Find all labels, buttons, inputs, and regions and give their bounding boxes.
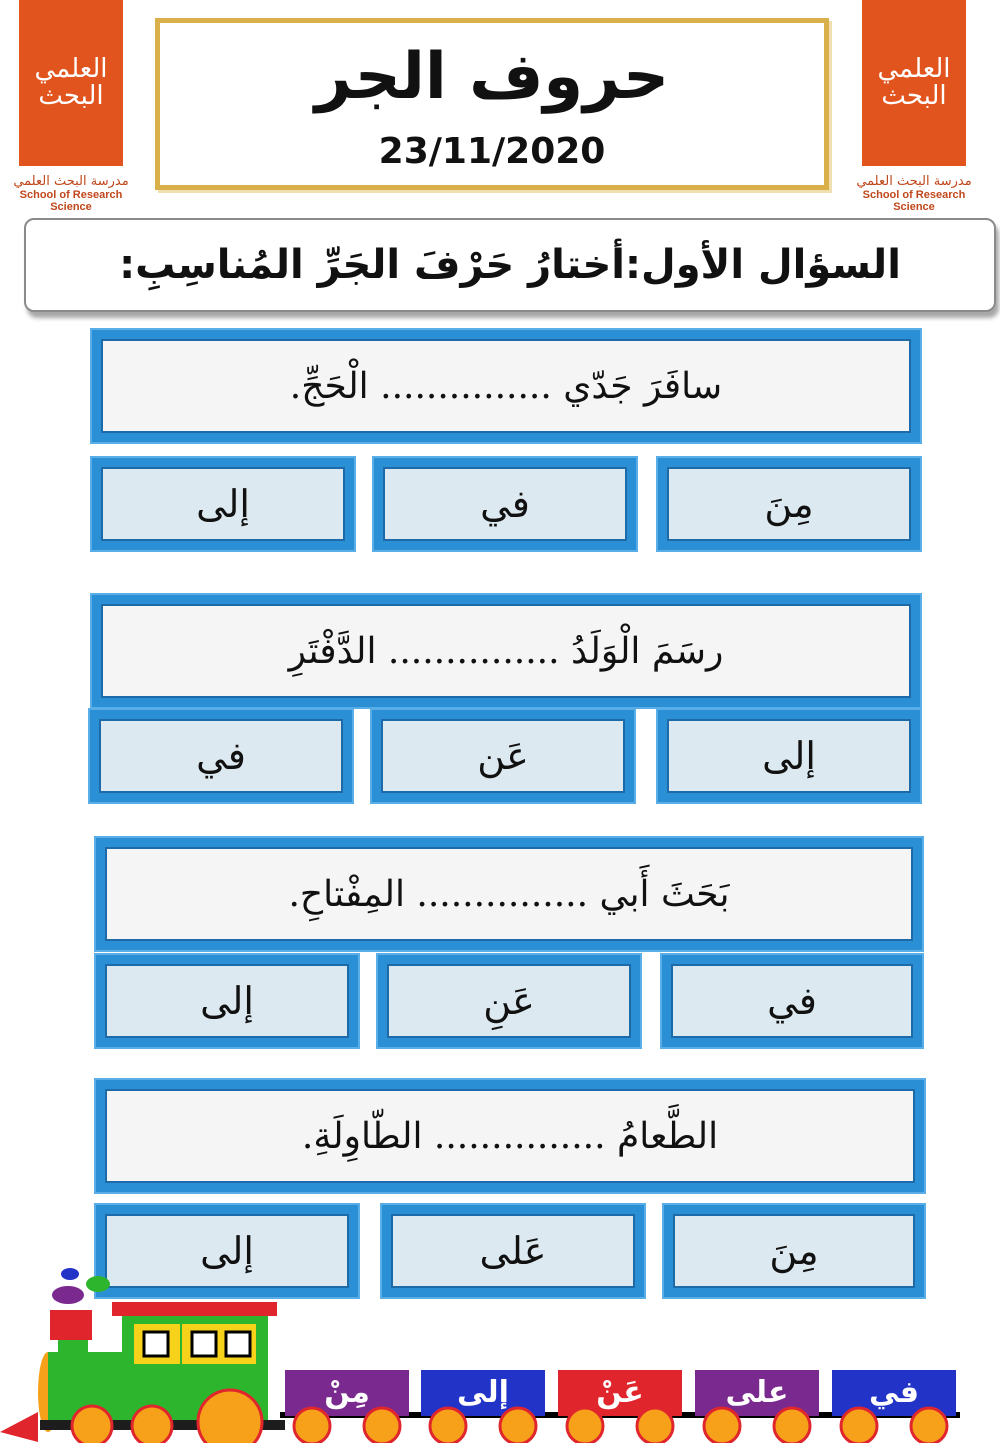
choice-button-2-2[interactable]: عَن bbox=[372, 710, 634, 802]
train-engine bbox=[0, 1302, 285, 1443]
school-logo-right bbox=[843, 0, 985, 213]
logo-arabic-name: مدرسة البحث العلمي bbox=[856, 174, 972, 189]
train-car-label: على bbox=[725, 1375, 789, 1410]
question-sentence-3: بَحَثَ أَبي ............... المِفْتاحِ. bbox=[96, 838, 922, 950]
choice-button-4-2[interactable]: عَلى bbox=[382, 1205, 644, 1297]
train-car-3 bbox=[558, 1370, 682, 1443]
choice-button-1-3[interactable]: إلى bbox=[92, 458, 354, 550]
choice-button-4-3[interactable]: إلى bbox=[96, 1205, 358, 1297]
smoke-puff bbox=[52, 1286, 84, 1304]
logo-mark: العلمي البحث bbox=[862, 0, 966, 166]
train-car-label: عَنْ bbox=[596, 1375, 644, 1410]
train-car-1 bbox=[285, 1370, 409, 1443]
question-sentence-1: سافَرَ جَدّي ............... الْحَجِّ. bbox=[92, 330, 920, 442]
question-instruction: السؤال الأول:أختارُ حَرْفَ الجَرِّ المُناسِبِ: bbox=[24, 218, 996, 312]
date-label: 23/11/2020 bbox=[378, 131, 606, 172]
logo-arabic-name: مدرسة البحث العلمي bbox=[13, 174, 129, 189]
choice-button-2-3[interactable]: في bbox=[90, 710, 352, 802]
choice-button-3-2[interactable]: عَنِ bbox=[378, 955, 640, 1047]
choice-button-4-1[interactable]: مِنَ bbox=[664, 1205, 924, 1297]
choice-button-1-2[interactable]: في bbox=[374, 458, 636, 550]
question-sentence-4: الطَّعامُ ............... الطّاوِلَةِ. bbox=[96, 1080, 924, 1192]
train-car-5 bbox=[832, 1370, 956, 1443]
train-car-label: مِنْ bbox=[324, 1375, 370, 1410]
choice-button-3-3[interactable]: إلى bbox=[96, 955, 358, 1047]
page-title: حروف الجر bbox=[314, 40, 670, 114]
question-sentence-2: رسَمَ الْوَلَدُ ............... الدَّفْتَرِ bbox=[92, 595, 920, 707]
train-car-2 bbox=[421, 1370, 545, 1443]
title-box bbox=[155, 18, 829, 190]
smoke-puff bbox=[61, 1268, 79, 1280]
train-car-4 bbox=[695, 1370, 819, 1443]
smoke-puff bbox=[86, 1276, 110, 1292]
logo-mark: العلمي البحث bbox=[19, 0, 123, 166]
train-car-label: إلى bbox=[457, 1375, 509, 1410]
choice-button-1-1[interactable]: مِنَ bbox=[658, 458, 920, 550]
choice-button-2-1[interactable]: إلى bbox=[658, 710, 920, 802]
choice-button-3-1[interactable]: في bbox=[662, 955, 922, 1047]
logo-english-name: School of Research Science bbox=[862, 189, 966, 213]
train-illustration bbox=[0, 1262, 1000, 1443]
logo-english-name: School of Research Science bbox=[19, 189, 123, 213]
school-logo-left bbox=[0, 0, 142, 213]
train-car-label: في bbox=[869, 1375, 919, 1410]
